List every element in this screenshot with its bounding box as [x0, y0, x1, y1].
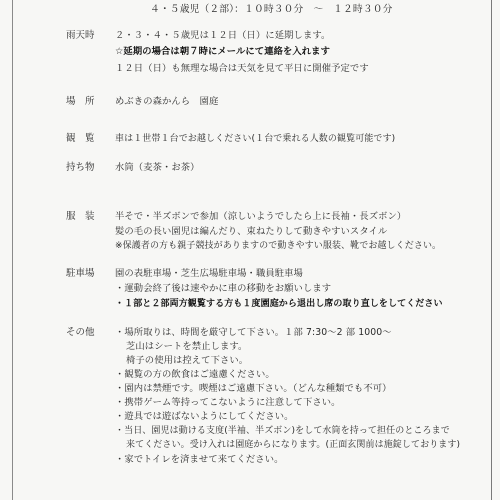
parking-line-3: ・１部と２部両方観覧する方も１度園庭から退出し席の取り直しをしてください — [115, 299, 443, 309]
belongings-line-1: 水筒（麦茶・お茶） — [115, 162, 200, 173]
rain-line-3: １２日（日）も無理な場合は天気を見て平日に開催予定です — [115, 63, 369, 74]
other-label: その他 — [66, 327, 95, 338]
other-line-5: ・園内は禁煙です。喫煙はご遠慮下さい。（どんな種類でも不可） — [115, 383, 392, 394]
parking-label: 駐車場 — [66, 268, 95, 279]
other-line-3: 椅子の使用は控えて下さい。 — [126, 355, 249, 366]
parking-line-2: ・運動会終了後は速やかに車の移動をお願いします — [115, 283, 332, 294]
clothing-line-3: ※保護者の方も親子競技がありますので動きやすい服装、靴でお越しください。 — [115, 241, 442, 251]
viewing-label: 観 覧 — [66, 133, 95, 144]
viewing-line-1: 車は１世帯１台でお越しください(１台で乗れる人数の観覧可能です) — [115, 134, 396, 144]
rain-line-1: ２・３・４・５歳児は１２日（日）に延期します。 — [115, 30, 331, 41]
parking-line-1: 園の表駐車場・芝生広場駐車場・職員駐車場 — [115, 268, 303, 279]
clothing-line-2: 髪の毛の長い園児は編んだり、束ねたりして動きやすいスタイル — [115, 226, 388, 237]
right-border — [491, 0, 492, 500]
session-time-line: ４・５歳児（２部）：１０時３０分 ～ １２時３０分 — [150, 4, 393, 15]
other-line-2: 芝山はシートを禁止します。 — [126, 341, 248, 352]
other-line-1: ・場所取りは、時間を厳守して下さい。１部 7:30～2 部 1000～ — [115, 327, 392, 338]
left-border — [12, 0, 13, 500]
other-line-6: ・携帯ゲーム等持ってこないように注意して下さい。 — [115, 397, 341, 408]
belongings-label: 持ち物 — [66, 162, 95, 173]
rain-label: 雨天時 — [66, 30, 95, 41]
other-line-8: ・当日、園児は動ける支度(半袖、半ズボン)をして水筒を持って担任のところまで — [115, 426, 450, 436]
clothing-label: 服 装 — [66, 211, 95, 222]
place-label: 場 所 — [66, 96, 95, 107]
other-line-4: ・観覧の方の飲食はご遠慮ください。 — [115, 369, 275, 380]
clothing-line-1: 半そで・半ズボンで参加（涼しいようでしたら上に長袖・長ズボン） — [115, 211, 407, 222]
other-line-10: ・家でトイレを済ませて来てください。 — [115, 454, 284, 465]
place-line-1: めぶきの森かんら 園庭 — [115, 96, 219, 107]
other-line-9: 来てください。受け入れは園庭からになります。(正面玄関前は施錠しております) — [126, 440, 461, 450]
other-line-7: ・遊具では遊ばないようにしてください。 — [115, 411, 294, 422]
rain-line-2: ☆延期の場合は朝７時にメールにて連絡を入れます — [115, 46, 330, 57]
